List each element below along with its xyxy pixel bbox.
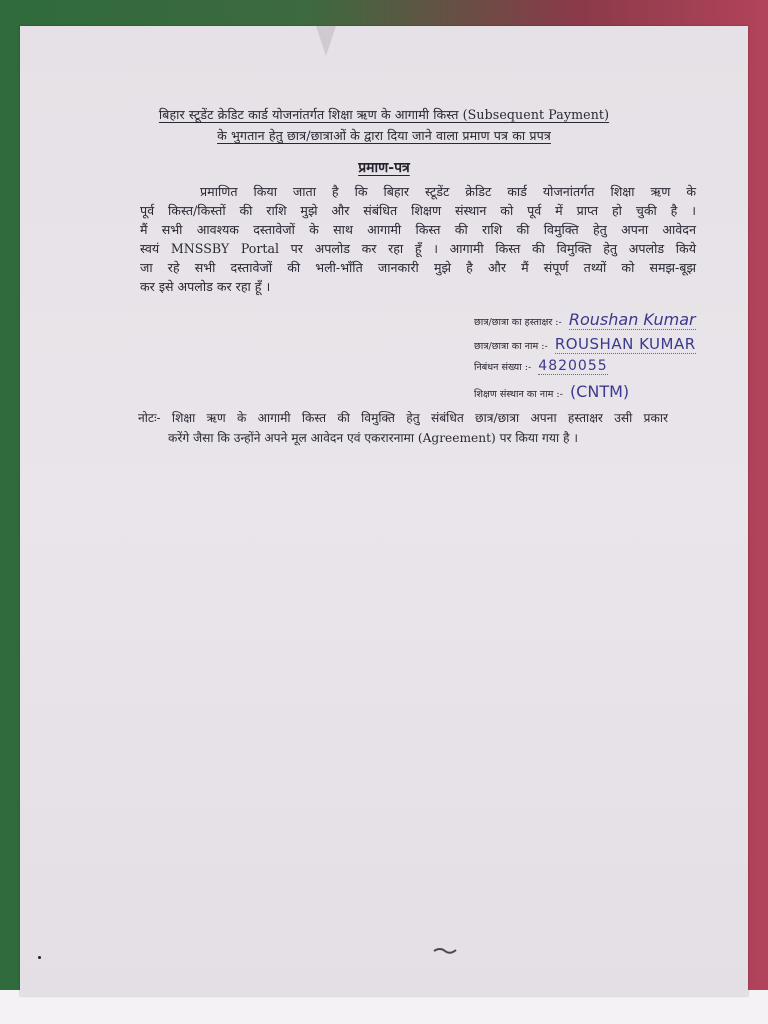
body-line: जा रहे सभी दस्तावेजों की भली-भाँति जानकारी मुझे है और मैं संपूर्ण तथ्यों को समझ-बूझ	[140, 260, 696, 275]
registration-label: निबंधन संख्या :-	[474, 362, 532, 373]
smudge-mark	[432, 944, 458, 958]
speck-mark	[38, 956, 41, 959]
institute-field	[474, 382, 629, 401]
name-label: छात्र/छात्रा का नाम :-	[474, 341, 548, 352]
note-block	[138, 408, 668, 448]
name-value: ROUSHAN KUMAR	[554, 335, 696, 353]
signature-field	[474, 310, 696, 329]
institute-label: शिक्षण संस्थान का नाम :-	[474, 389, 563, 400]
paper-fold	[316, 26, 336, 56]
institute-value: (CNTM)	[569, 382, 630, 401]
signature-value: Roushan Kumar	[568, 310, 696, 329]
certificate-body	[140, 182, 696, 296]
header-line-1: बिहार स्टूडेंट क्रेडिट कार्ड योजनांतर्गत शिक्षा ऋण के आगामी किस्त (Subsequent Payment)	[158, 107, 610, 122]
registration-value: 4820055	[538, 358, 608, 374]
body-line: पूर्व किस्त/किस्तों की राशि मुझे और संबंधित शिक्षण संस्थान को पूर्व में प्राप्त हो चुकी है ।	[140, 203, 696, 218]
body-line: कर इसे अपलोड कर रहा हूँ ।	[140, 279, 271, 294]
body-line: मैं सभी आवश्यक दस्तावेजों के साथ आगामी किस्त की राशि की विमुक्ति हेतु अपना आवेदन	[140, 222, 696, 237]
note-line: करेंगे जैसा कि उन्होंने अपने मूल आवेदन एवं एकरारनामा (Agreement) पर किया गया है ।	[168, 431, 578, 445]
registration-field	[474, 358, 608, 374]
body-line: स्वयं MNSSBY Portal पर अपलोड कर रहा हूँ । आगामी किस्त की विमुक्ति हेतु अपलोड किये	[140, 241, 696, 256]
note-line: नोटः- शिक्षा ऋण के आगामी किस्त की विमुक्ति हेतु संबंधित छात्र/छात्रा अपना हस्ताक्षर उसी प्रकार	[138, 411, 668, 425]
signature-label: छात्र/छात्रा का हस्ताक्षर :-	[474, 317, 562, 328]
header-line-2: के भुगतान हेतु छात्र/छात्राओं के द्वारा दिया जाने वाला प्रमाण पत्र का प्रपत्र	[217, 128, 551, 143]
name-field	[474, 335, 696, 353]
certificate-title: प्रमाण-पत्र	[358, 160, 410, 176]
body-line: प्रमाणित किया जाता है कि बिहार स्टूडेंट क्रेडिट कार्ड योजनांतर्गत शिक्षा ऋण के	[200, 184, 696, 199]
document-page	[20, 26, 748, 996]
